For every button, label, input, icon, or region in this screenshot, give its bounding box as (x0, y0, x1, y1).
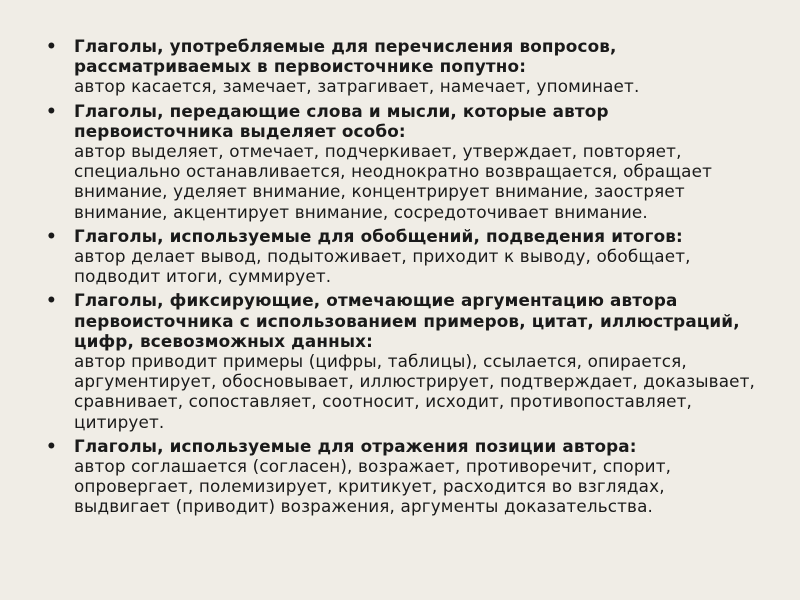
bullet-heading: Глаголы, фиксирующие, отмечающие аргументацию автора первоисточника с использованием примеров, цитат, иллюстраций, цифр, всевозможных данных: (74, 290, 740, 351)
bullet-heading: Глаголы, передающие слова и мысли, которые автор первоисточника выделяет особо: (74, 100, 609, 141)
bullet-item-summary-verbs (46, 226, 766, 287)
bullet-marker: • (46, 225, 57, 246)
bullet-marker: • (46, 36, 57, 56)
bullet-heading: Глаголы, используемые для обобщений, подведения итогов: (74, 225, 683, 246)
bullet-body: автор выделяет, отмечает, подчеркивает, утверждает, повторяет, специально останавливается, неоднократно возвращается, обращает внимание, уделяет внимание, концентрирует внимание, заостряет внимание, акцентирует внимание, сосредоточивает внимание. (74, 141, 713, 222)
bullet-item-argumentation-verbs (46, 290, 766, 431)
bullet-body: автор соглашается (согласен), возражает, противоречит, спорит, опровергает, полемизирует, критикует, расходится во взглядах, выдвигает (приводит) возражения, аргументы доказательства. (74, 456, 672, 517)
bullet-body: автор приводит примеры (цифры, таблицы), ссылается, опирается, аргументирует, обосновывает, иллюстрирует, подтверждает, доказывает, сравнивает, сопоставляет, соотносит, исходит, противопоставляет, цитирует. (74, 351, 756, 432)
bullet-marker: • (46, 100, 57, 121)
bullet-body: автор делает вывод, подытоживает, приходит к выводу, обобщает, подводит итоги, суммирует. (74, 246, 691, 287)
bullet-heading: Глаголы, используемые для отражения позиции автора: (74, 435, 637, 456)
bullet-item-position-verbs (46, 436, 766, 517)
bullet-marker: • (46, 290, 57, 311)
bullet-heading: Глаголы, употребляемые для перечисления вопросов, рассматриваемых в первоисточнике попутно: (74, 36, 617, 77)
bullet-body: автор касается, замечает, затрагивает, намечает, упоминает. (74, 76, 640, 97)
bullet-list (46, 36, 766, 521)
bullet-item-listing-verbs (46, 36, 766, 97)
bullet-item-emphasis-verbs (46, 101, 766, 222)
bullet-marker: • (46, 435, 57, 456)
